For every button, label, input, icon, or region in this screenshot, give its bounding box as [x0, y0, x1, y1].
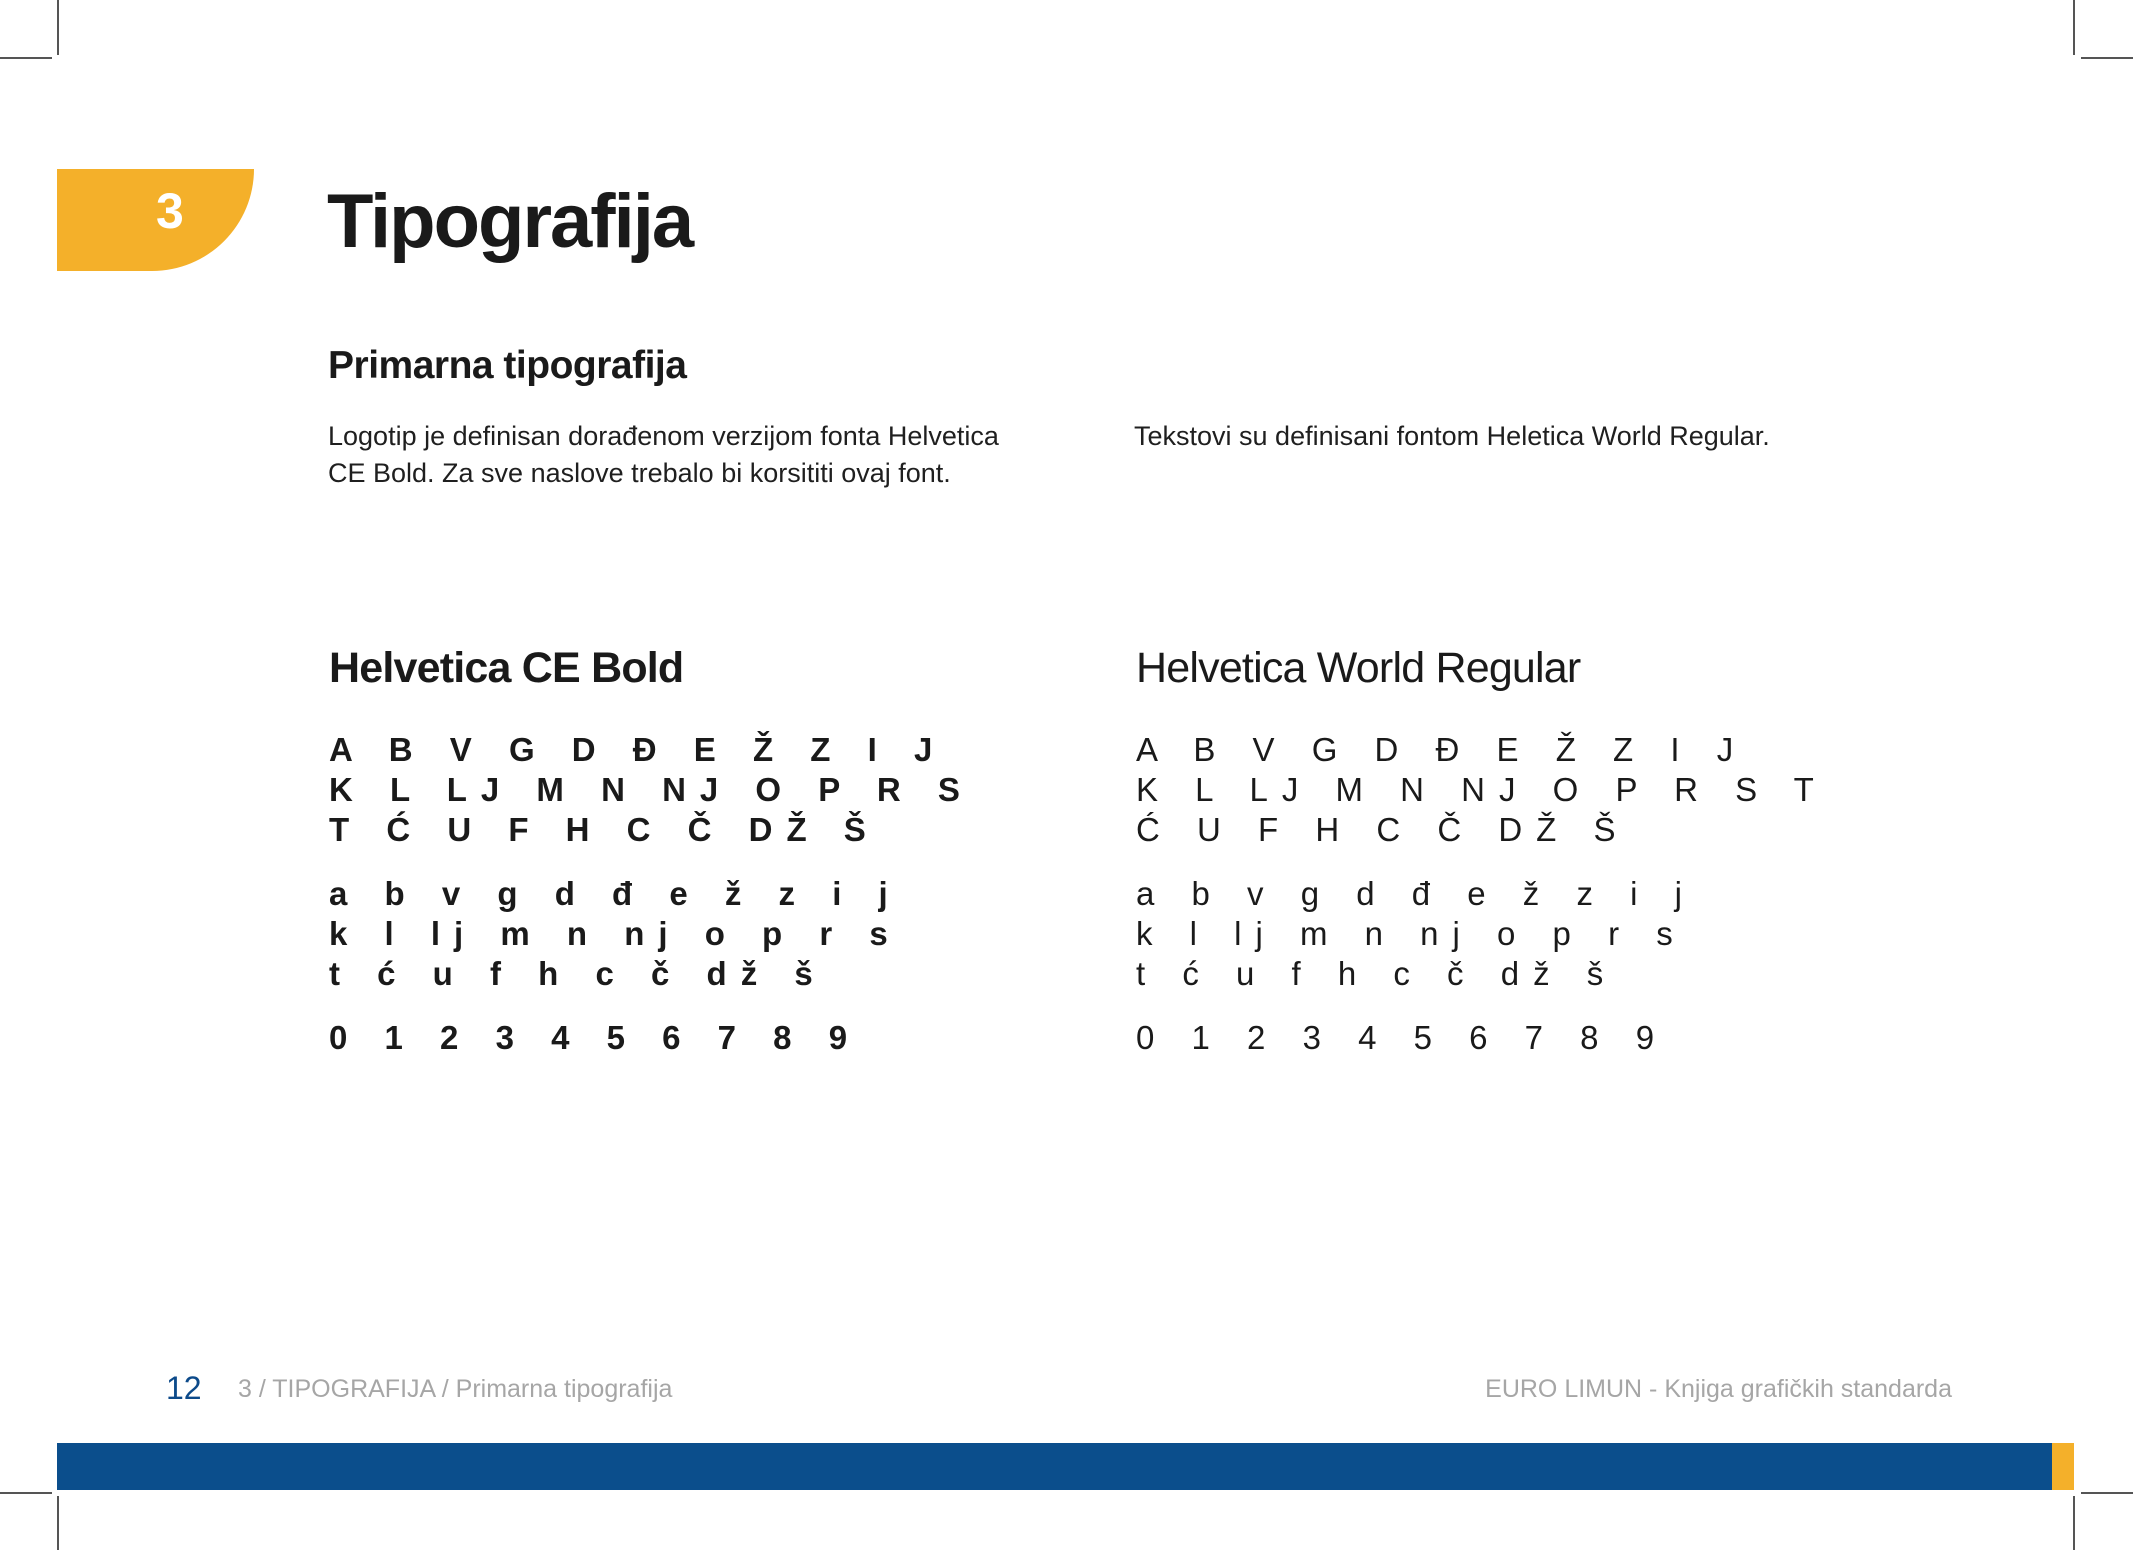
- glyph-line: k l lj m n nj o p r s: [329, 915, 902, 953]
- page-number: 12: [166, 1370, 202, 1406]
- font-specimen-helvetica-ce-bold: [329, 645, 974, 1082]
- intro-text-right: Tekstovi su definisani fontom Heletica World Regular.: [1134, 421, 1770, 451]
- lowercase-glyphs: [1136, 874, 1828, 994]
- glyph-line: 0 1 2 3 4 5 6 7 8 9: [329, 1019, 862, 1057]
- glyph-line: A B V G D Đ E Ž Z I J: [1136, 731, 1748, 769]
- intro-left-line: CE Bold. Za sve naslove trebalo bi korsititi ovaj font.: [328, 458, 951, 488]
- crop-mark: [2073, 1496, 2075, 1550]
- chapter-number: 3: [156, 183, 184, 239]
- glyph-line: t ć u f h c č dž š: [329, 955, 827, 993]
- crop-mark: [2073, 0, 2075, 55]
- crop-mark: [57, 1496, 59, 1550]
- font-name: Helvetica World Regular: [1136, 644, 1581, 692]
- crop-mark: [0, 1492, 52, 1494]
- glyph-line: K L LJ M N NJ O P R S: [329, 771, 974, 809]
- glyph-line: K L LJ M N NJ O P R S T: [1136, 771, 1828, 809]
- intro-text-left: [328, 418, 1048, 492]
- crop-mark: [2081, 1492, 2133, 1494]
- section-title: Primarna tipografija: [328, 344, 687, 387]
- glyph-line: t ć u f h c č dž š: [1136, 955, 1618, 993]
- footer-bar: [57, 1443, 2052, 1490]
- glyph-line: T Ć U F H C Č DŽ Š: [329, 811, 880, 849]
- breadcrumb: 3 / TIPOGRAFIJA / Primarna tipografija: [238, 1375, 673, 1403]
- page-title: Tipografija: [327, 179, 693, 264]
- document-title: EURO LIMUN - Knjiga grafičkih standarda: [1485, 1375, 1952, 1403]
- crop-mark: [57, 0, 59, 55]
- lowercase-glyphs: [329, 874, 974, 994]
- glyph-line: a b v g d đ e ž z i j: [1136, 875, 1696, 913]
- glyph-line: k l lj m n nj o p r s: [1136, 915, 1687, 953]
- font-specimen-helvetica-world-regular: [1136, 645, 1828, 1082]
- glyph-line: Ć U F H C Č DŽ Š: [1136, 811, 1630, 849]
- font-name: Helvetica CE Bold: [329, 644, 684, 692]
- glyph-line: 0 1 2 3 4 5 6 7 8 9: [1136, 1019, 1669, 1057]
- intro-left-line: Logotip je definisan dorađenom verzijom fonta Helvetica: [328, 421, 999, 451]
- uppercase-glyphs: [1136, 730, 1828, 850]
- crop-mark: [2081, 57, 2133, 59]
- digit-glyphs: [1136, 1018, 1828, 1058]
- crop-mark: [0, 57, 52, 59]
- digit-glyphs: [329, 1018, 974, 1058]
- glyph-line: a b v g d đ e ž z i j: [329, 875, 902, 913]
- uppercase-glyphs: [329, 730, 974, 850]
- glyph-line: A B V G D Đ E Ž Z I J: [329, 731, 947, 769]
- footer-accent: [2052, 1443, 2074, 1490]
